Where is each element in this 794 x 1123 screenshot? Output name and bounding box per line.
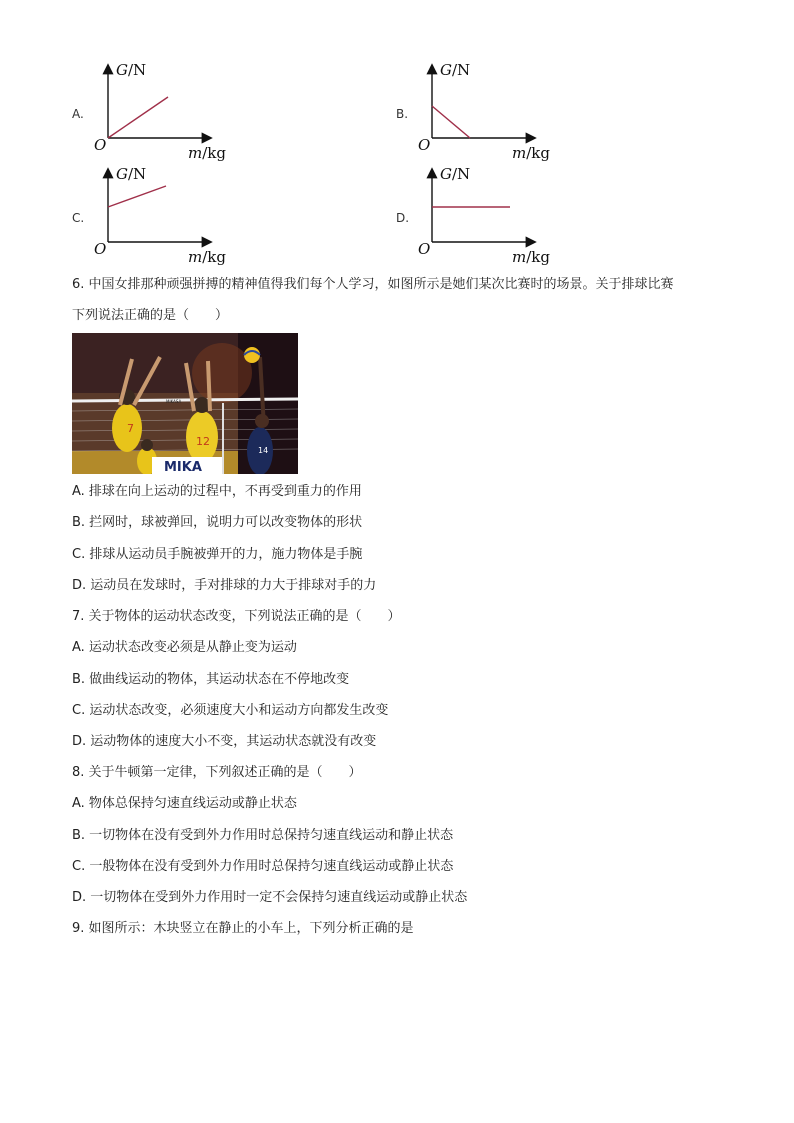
- q6-option-c: C. 排球从运动员手腕被弹开的力，施力物体是手腕: [72, 547, 363, 562]
- graph-b: [416, 60, 586, 160]
- photo-banner: MIKA: [164, 460, 202, 474]
- graph-c-origin: O: [94, 240, 107, 258]
- q6-option-b: B. 拦网时，球被弹回，说明力可以改变物体的形状: [72, 515, 363, 530]
- graph-b-y-label: G/N: [440, 61, 471, 79]
- q6-option-d: D. 运动员在发球时，手对排球的力大于排球对手的力: [72, 578, 377, 593]
- graph-c-line: [108, 186, 166, 207]
- q8-option-a: A. 物体总保持匀速直线运动或静止状态: [72, 796, 297, 811]
- graph-c: [92, 164, 262, 264]
- graph-b-origin: O: [418, 136, 431, 154]
- graph-a-x-label: m/kg: [188, 144, 226, 162]
- option-a-letter: A.: [72, 107, 84, 121]
- q6-stem-line2: 下列说法正确的是（ ）: [72, 308, 229, 323]
- q7-option-a: A. 运动状态改变必须是从静止变为运动: [72, 640, 297, 655]
- q7-stem: 7. 关于物体的运动状态改变，下列说法正确的是（ ）: [72, 609, 401, 624]
- photo-jersey-left: 7: [127, 422, 134, 435]
- q7-option-d: D. 运动物体的速度大小不变，其运动状态就没有改变: [72, 734, 377, 749]
- option-c-letter: C.: [72, 211, 85, 225]
- q8-stem: 8. 关于牛顿第一定律，下列叙述正确的是（ ）: [72, 765, 362, 780]
- graph-a-origin: O: [94, 136, 107, 154]
- q8-option-d: D. 一切物体在受到外力作用时一定不会保持匀速直线运动或静止状态: [72, 890, 468, 905]
- q7-option-c: C. 运动状态改变，必须速度大小和运动方向都发生改变: [72, 703, 389, 718]
- photo-jersey-opponent: 14: [258, 446, 269, 455]
- graph-d-x-label: m/kg: [512, 248, 550, 266]
- option-d-letter: D.: [396, 211, 410, 225]
- graph-a: [92, 60, 262, 160]
- q8-option-c: C. 一般物体在没有受到外力作用时总保持匀速直线运动或静止状态: [72, 859, 454, 874]
- graph-a-line: [108, 97, 168, 138]
- q6-option-a: A. 排球在向上运动的过程中，不再受到重力的作用: [72, 484, 362, 499]
- option-b-letter: B.: [396, 107, 409, 121]
- graph-c-x-label: m/kg: [188, 248, 226, 266]
- volleyball-photo: [72, 333, 298, 474]
- q6-stem-line1: 6. 中国女排那种顽强拼搏的精神值得我们每个人学习，如图所示是她们某次比赛时的场景。关于排球比赛: [72, 277, 674, 292]
- q7-option-b: B. 做曲线运动的物体，其运动状态在不停地改变: [72, 672, 350, 687]
- graph-d-y-label: G/N: [440, 165, 471, 183]
- graph-b-line: [432, 106, 470, 138]
- photo-jersey-right: 12: [196, 435, 210, 448]
- graph-a-y-label: G/N: [116, 61, 147, 79]
- graph-d: [416, 164, 586, 264]
- graph-c-y-label: G/N: [116, 165, 147, 183]
- graph-d-origin: O: [418, 240, 431, 258]
- photo-net-label: MIKASA: [166, 399, 182, 404]
- q8-option-b: B. 一切物体在没有受到外力作用时总保持匀速直线运动和静止状态: [72, 828, 454, 843]
- graph-b-x-label: m/kg: [512, 144, 550, 162]
- q9-stem: 9. 如图所示：木块竖立在静止的小车上，下列分析正确的是: [72, 921, 414, 936]
